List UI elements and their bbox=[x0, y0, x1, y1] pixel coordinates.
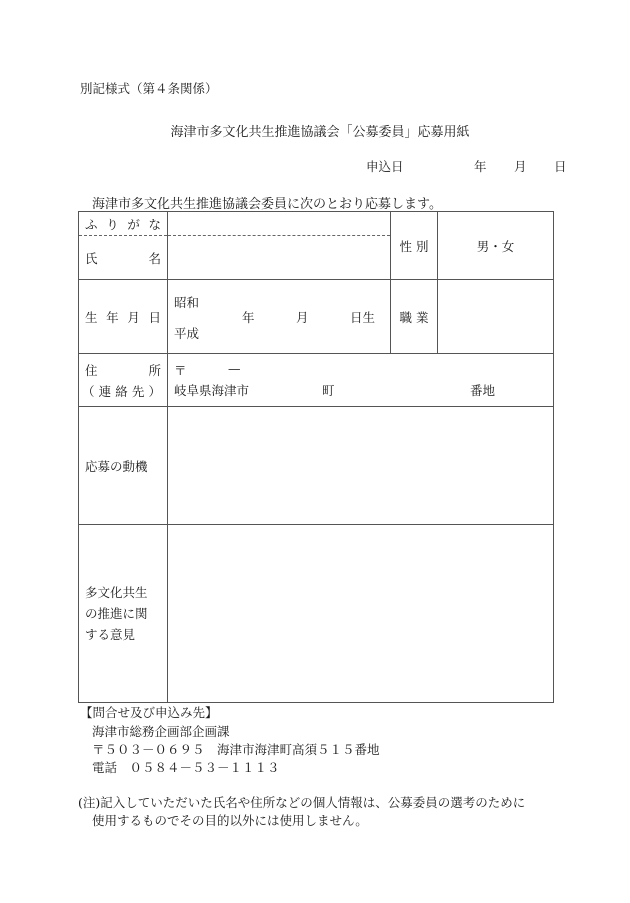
apply-month-label: 月 bbox=[514, 159, 527, 174]
address-town-label: 町 bbox=[322, 383, 335, 398]
contact-phone: 電話 ０５８４－５３－１１１３ bbox=[92, 760, 280, 775]
contact-department: 海津市総務企画部企画課 bbox=[92, 724, 230, 739]
privacy-note-line1: (注)記入していただいた氏名や住所などの個人情報は、公募委員の選考のために bbox=[78, 795, 526, 810]
address-prefix: 岐阜県海津市 bbox=[174, 383, 250, 398]
apply-day-label: 日 bbox=[554, 159, 567, 174]
postal-mark: 〒 bbox=[174, 363, 187, 378]
era-showa[interactable]: 昭和 bbox=[174, 295, 200, 310]
contact-address: 〒５０３－０６９５ 海津市海津町高須５１５番地 bbox=[92, 742, 380, 757]
name-label: 氏 名 bbox=[79, 236, 168, 280]
intro-text: 海津市多文化共生推進協議会委員に次のとおり応募します。 bbox=[92, 197, 442, 212]
address-banchi-label: 番地 bbox=[470, 383, 496, 398]
birthdate-field[interactable] bbox=[168, 280, 391, 354]
address-field[interactable] bbox=[168, 354, 554, 407]
occupation-label: 職 業 bbox=[391, 280, 438, 354]
birth-day-label: 日生 bbox=[350, 310, 376, 325]
privacy-note-line2: 使用するものでその目的以外には使用しません。 bbox=[92, 813, 368, 828]
gender-label: 性 別 bbox=[391, 212, 438, 280]
era-heisei[interactable]: 平成 bbox=[174, 326, 200, 341]
form-label: 別記様式（第４条関係） bbox=[80, 81, 218, 96]
furigana-label: ふ り が な bbox=[79, 212, 168, 236]
document-title: 海津市多文化共生推進協議会「公募委員」応募用紙 bbox=[170, 125, 470, 140]
birth-year-label: 年 bbox=[242, 310, 255, 325]
motivation-field[interactable] bbox=[168, 407, 554, 525]
gender-field[interactable]: 男・女 bbox=[438, 212, 554, 280]
apply-date-label: 申込日 bbox=[366, 159, 404, 174]
name-field[interactable] bbox=[168, 236, 391, 280]
address-label: 住 所 （ 連 絡 先 ） bbox=[79, 354, 168, 407]
motivation-label: 応募の動機 bbox=[79, 407, 168, 525]
apply-year-label: 年 bbox=[474, 159, 487, 174]
birthdate-label: 生 年 月 日 bbox=[79, 280, 168, 354]
occupation-field[interactable] bbox=[438, 280, 554, 354]
furigana-field[interactable] bbox=[168, 212, 391, 236]
application-form-table bbox=[78, 211, 554, 703]
birth-month-label: 月 bbox=[296, 310, 309, 325]
contact-heading: 【問合せ及び申込み先】 bbox=[80, 705, 218, 720]
opinion-field[interactable] bbox=[168, 525, 554, 703]
opinion-label: 多文化共生 の推進に関 する意見 bbox=[79, 525, 168, 703]
postal-dash: — bbox=[228, 361, 241, 376]
